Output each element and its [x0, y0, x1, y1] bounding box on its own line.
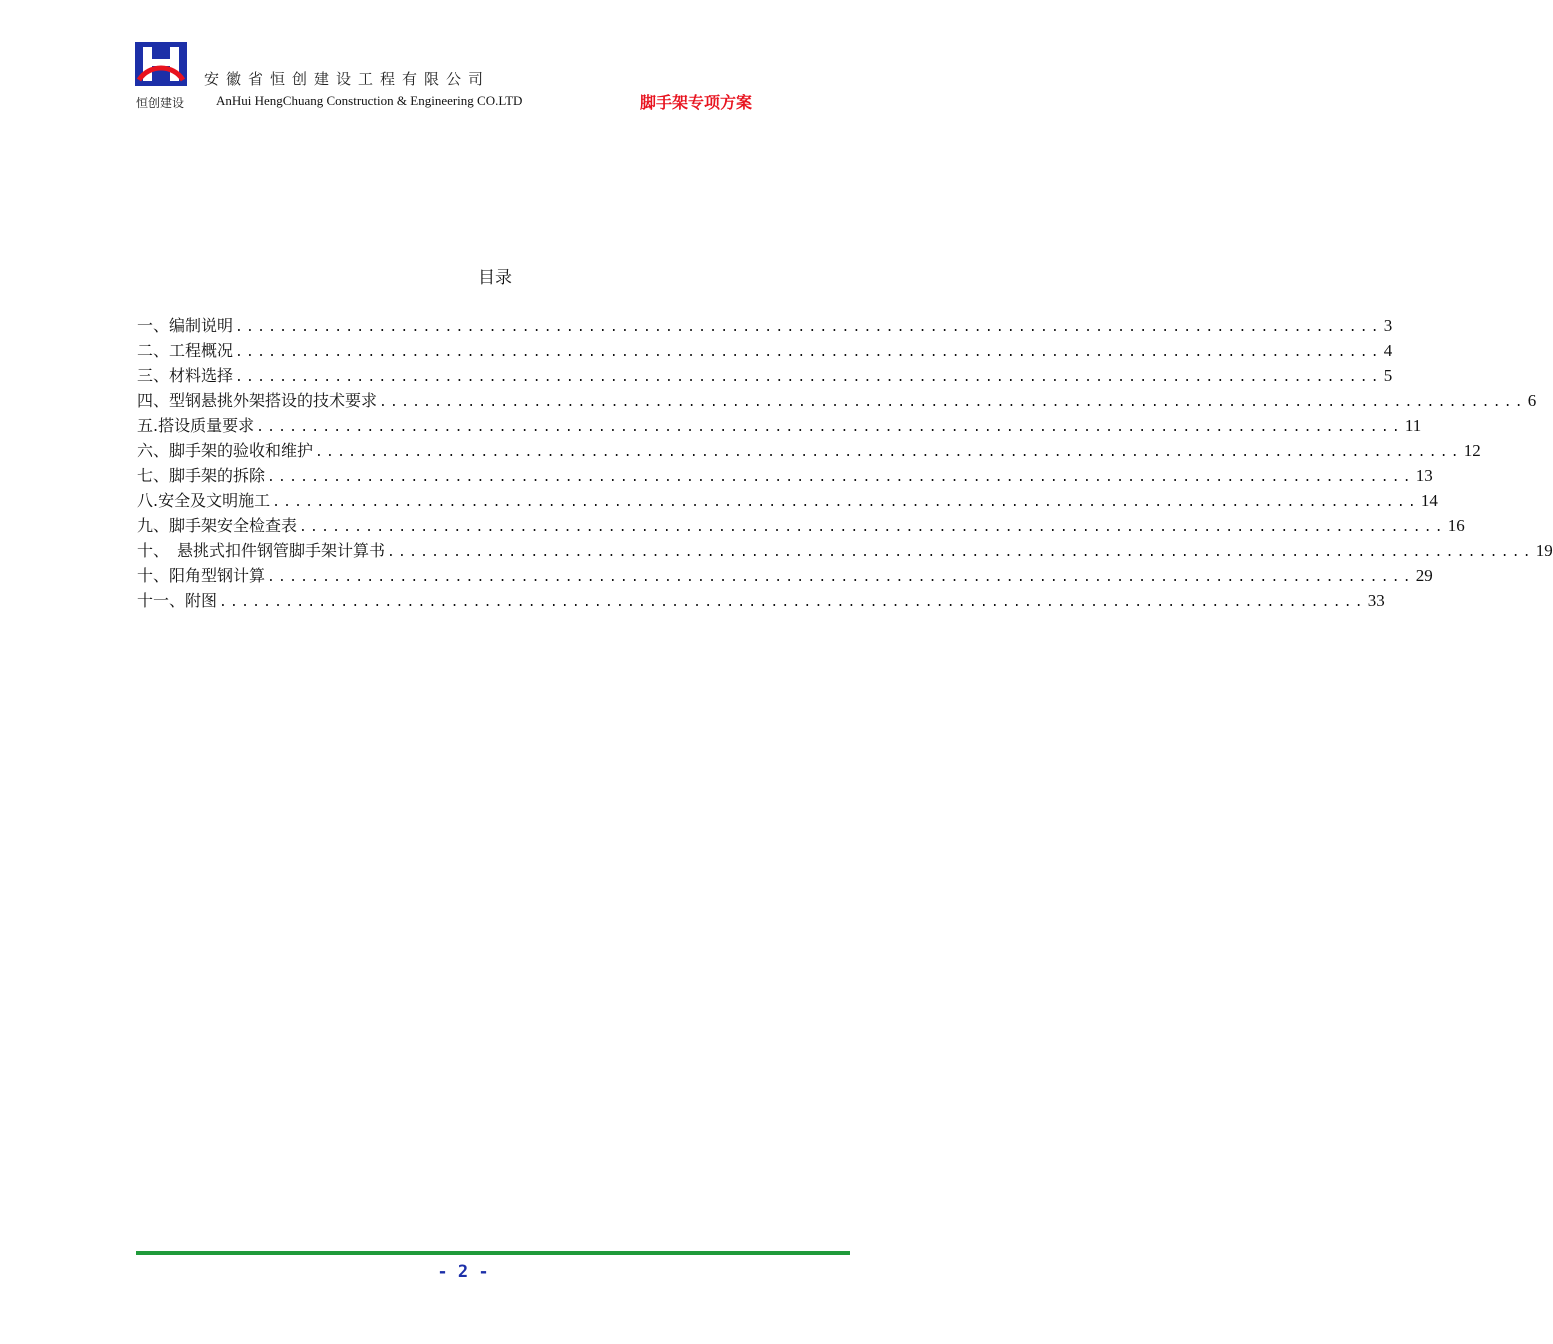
- toc-leader-dots: ........................................................................................................: [315, 445, 1462, 460]
- toc-entry-page: 29: [1415, 566, 1433, 585]
- toc-entry-page: 13: [1415, 466, 1433, 485]
- toc-entry[interactable]: [137, 363, 1393, 388]
- toc-entry-page: 6: [1527, 391, 1537, 410]
- company-logo: [135, 42, 187, 86]
- toc-entry-label: 十一、附图: [137, 591, 218, 610]
- toc-entry-label: 七、脚手架的拆除: [137, 466, 266, 485]
- document-title: 脚手架专项方案: [640, 93, 753, 112]
- toc-entry[interactable]: [137, 588, 1385, 613]
- toc-entry-page: 11: [1404, 416, 1422, 435]
- toc-entry-page: 14: [1420, 491, 1438, 510]
- toc-entry[interactable]: [137, 513, 1465, 538]
- toc-leader-dots: ........................................................................................................: [299, 520, 1446, 535]
- toc-entry-page: 3: [1383, 316, 1393, 335]
- toc-entry-page: 16: [1447, 516, 1465, 535]
- table-of-contents: [137, 313, 1553, 613]
- toc-entry-label: 八.安全及文明施工: [137, 491, 271, 510]
- toc-entry-label: 一、编制说明: [137, 316, 234, 335]
- toc-leader-dots: ........................................................................................................: [379, 395, 1526, 410]
- company-short-name: 恒创建设: [136, 96, 185, 110]
- toc-leader-dots: ........................................................................................................: [387, 545, 1534, 560]
- toc-heading: 目录: [478, 268, 512, 288]
- toc-entry-label: 三、材料选择: [137, 366, 234, 385]
- toc-entry[interactable]: [137, 463, 1433, 488]
- toc-entry-label: 十、阳角型钢计算: [137, 566, 266, 585]
- toc-entry-page: 19: [1535, 541, 1553, 560]
- toc-entry-label: 十、 悬挑式扣件钢管脚手架计算书: [137, 541, 386, 560]
- page-number: - 2 -: [437, 1262, 489, 1282]
- toc-leader-dots: ........................................................................................................: [235, 320, 1382, 335]
- logo-graphic: [135, 42, 187, 86]
- toc-entry-label: 五.搭设质量要求: [137, 416, 255, 435]
- toc-entry-label: 六、脚手架的验收和维护: [137, 441, 314, 460]
- toc-leader-dots: ........................................................................................................: [267, 470, 1414, 485]
- toc-entry[interactable]: [137, 538, 1553, 563]
- company-name-en: AnHui HengChuang Construction & Engineering CO.LTD: [216, 93, 523, 108]
- toc-entry-page: 33: [1367, 591, 1385, 610]
- toc-entry-page: 5: [1383, 366, 1393, 385]
- toc-entry[interactable]: [137, 413, 1422, 438]
- toc-entry[interactable]: [137, 313, 1393, 338]
- toc-leader-dots: ........................................................................................................: [267, 570, 1414, 585]
- company-name-cn: 安徽省恒创建设工程有限公司: [204, 70, 491, 88]
- toc-entry-label: 二、工程概况: [137, 341, 234, 360]
- toc-leader-dots: ........................................................................................................: [219, 595, 1366, 610]
- toc-leader-dots: ........................................................................................................: [235, 370, 1382, 385]
- toc-leader-dots: ........................................................................................................: [235, 345, 1382, 360]
- toc-entry[interactable]: [137, 488, 1438, 513]
- toc-entry[interactable]: [137, 388, 1537, 413]
- toc-leader-dots: ........................................................................................................: [272, 495, 1419, 510]
- toc-entry-label: 四、型钢悬挑外架搭设的技术要求: [137, 391, 378, 410]
- toc-entry-page: 4: [1383, 341, 1393, 360]
- toc-entry[interactable]: [137, 338, 1393, 363]
- toc-entry[interactable]: [137, 563, 1433, 588]
- toc-entry-page: 12: [1463, 441, 1481, 460]
- toc-entry-label: 九、脚手架安全检查表: [137, 516, 298, 535]
- toc-entry[interactable]: [137, 438, 1481, 463]
- toc-leader-dots: ........................................................................................................: [256, 420, 1403, 435]
- footer-divider: [136, 1251, 850, 1255]
